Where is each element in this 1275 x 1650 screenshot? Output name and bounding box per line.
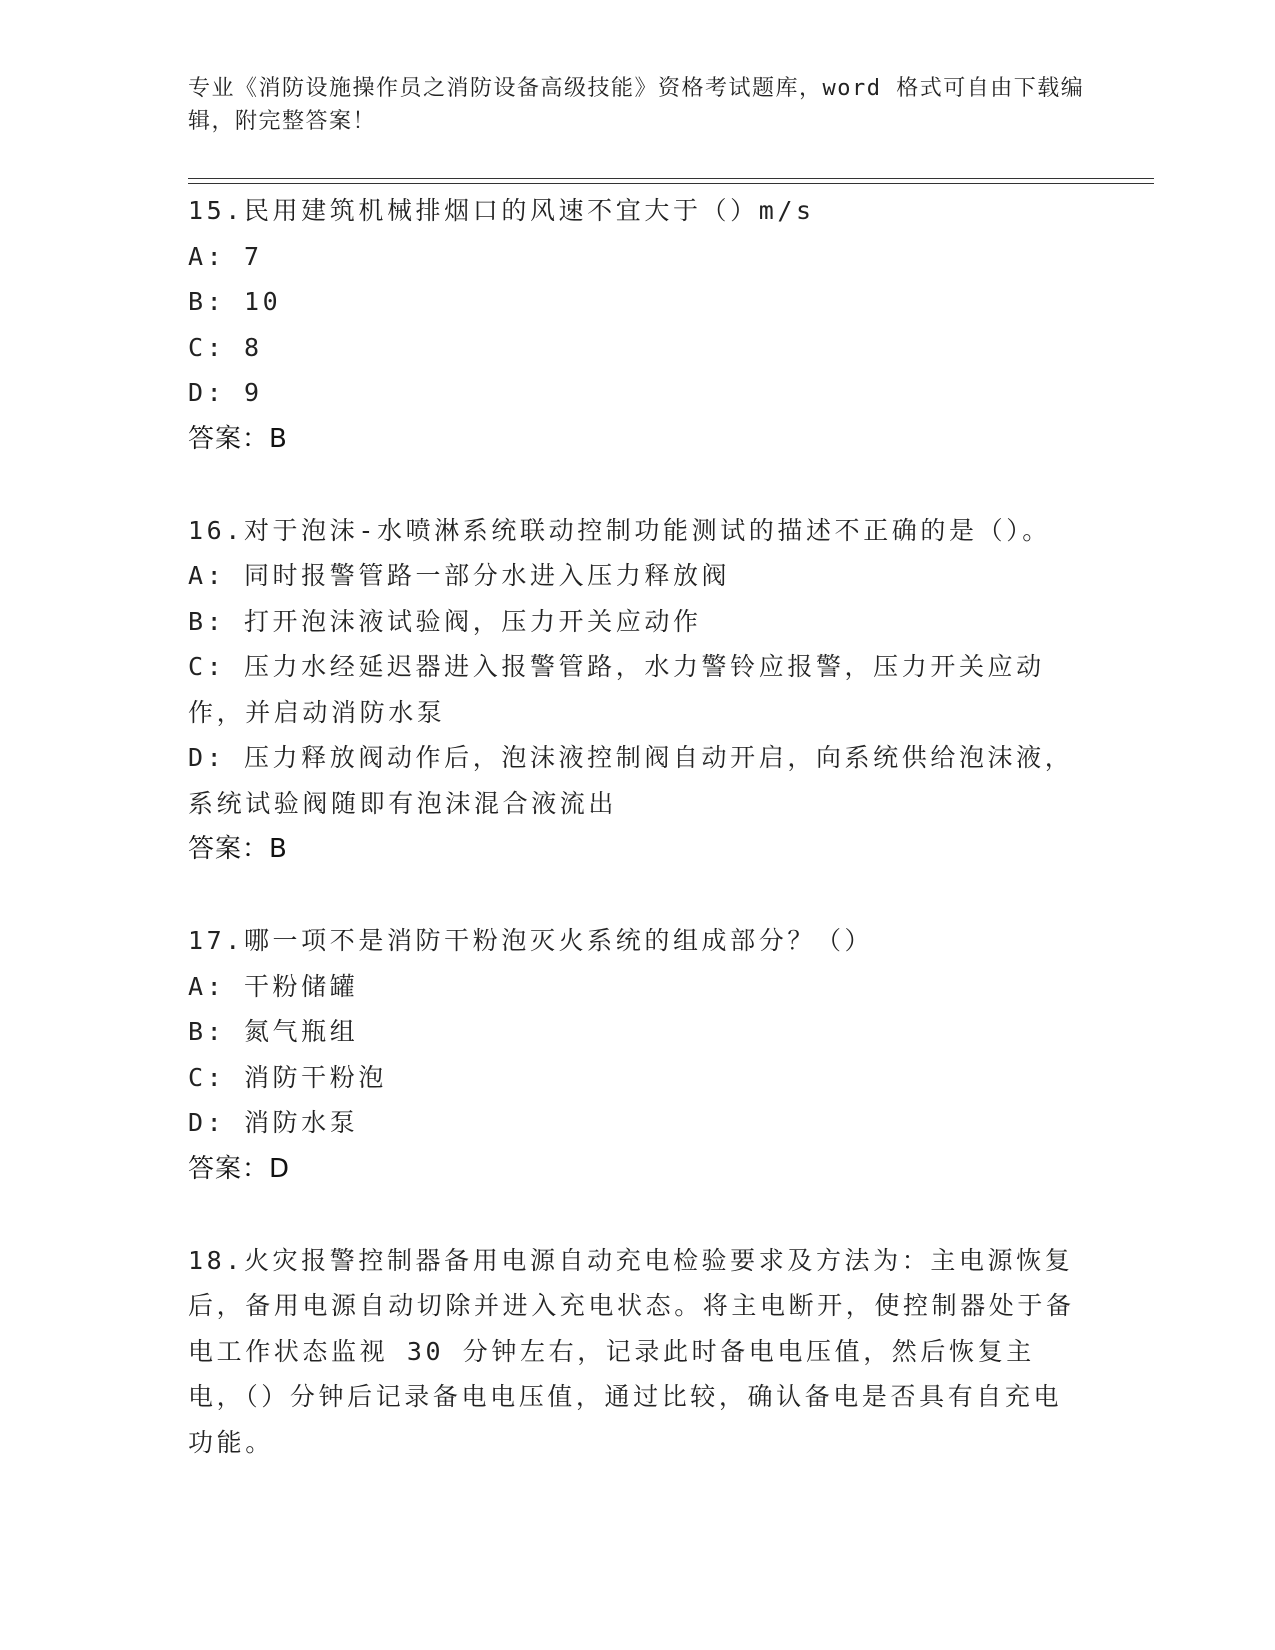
option-b: B: 10 xyxy=(188,287,282,316)
option-d: D: 消防水泵 xyxy=(188,1108,359,1137)
question-stem: 18.火灾报警控制器备用电源自动充电检验要求及方法为：主电源恢复后，备用电源自动切除并进入充电状态。将主电断开，使控制器处于备电工作状态监视 30 分钟左右，记录此时备电电压值，然后恢复主电，（）分钟后记录备电电压值，通过比较，确认备电是否具有自充电功能。 xyxy=(188,1245,1075,1457)
question-stem: 15.民用建筑机械排烟口的风速不宜大于（）m/s xyxy=(188,196,815,225)
option-d: D: 9 xyxy=(188,378,263,407)
question-15 xyxy=(188,188,1088,462)
header-rule-bottom xyxy=(188,183,1154,184)
question-stem: 16.对于泡沫-水喷淋系统联动控制功能测试的描述不正确的是（）。 xyxy=(188,515,1051,545)
option-c: C: 消防干粉泡 xyxy=(188,1062,387,1092)
answer-line: 答案：B xyxy=(188,423,288,454)
option-a: A: 7 xyxy=(188,241,263,271)
question-16 xyxy=(188,508,1088,873)
header-rule-top xyxy=(188,178,1154,179)
answer-line: 答案：B xyxy=(188,834,288,864)
option-a: A: 干粉储罐 xyxy=(188,971,359,1001)
question-17 xyxy=(188,918,1088,1192)
option-d: D: 压力释放阀动作后，泡沫液控制阀自动开启，向系统供给泡沫液，系统试验阀随即有泡沫混合液流出 xyxy=(188,743,1074,818)
answer-line: 答案：D xyxy=(188,1153,291,1184)
option-b: B: 氮气瓶组 xyxy=(188,1017,359,1046)
option-c: C: 压力水经延迟器进入报警管路，水力警铃应报警，压力开关应动作，并启动消防水泵 xyxy=(188,652,1045,727)
option-a: A: 同时报警管路一部分水进入压力释放阀 xyxy=(188,561,731,590)
question-stem: 17.哪一项不是消防干粉泡灭火系统的组成部分？（） xyxy=(188,926,874,955)
question-18 xyxy=(188,1238,1088,1466)
document-header: 专业《消防设施操作员之消防设备高级技能》资格考试题库，word 格式可自由下载编辑，附完整答案！ xyxy=(188,76,1085,134)
option-b: B: 打开泡沫液试验阀，压力开关应动作 xyxy=(188,606,702,636)
question-list xyxy=(188,188,1088,1511)
option-c: C: 8 xyxy=(188,332,263,362)
